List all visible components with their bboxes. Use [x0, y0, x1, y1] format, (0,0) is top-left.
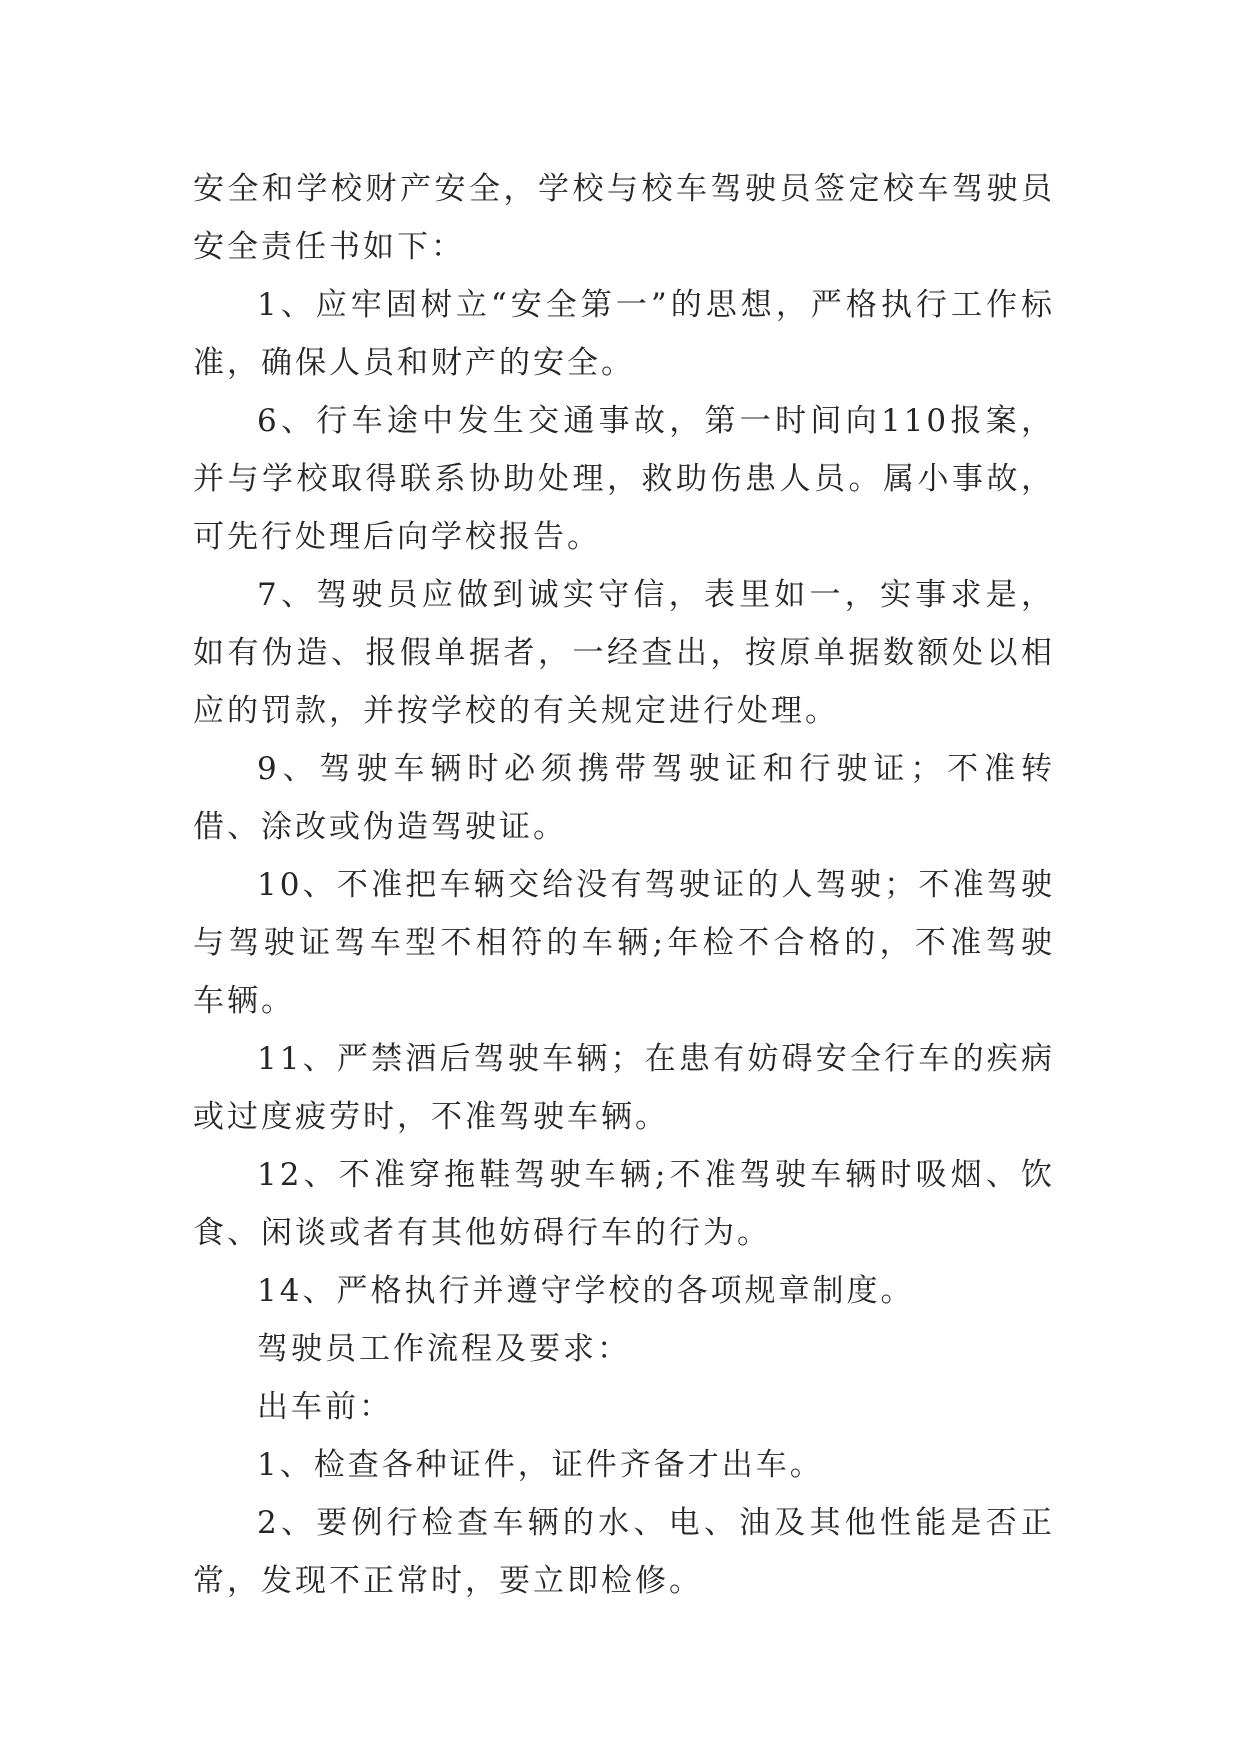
paragraph-rule-14: 14、严格执行并遵守学校的各项规章制度。 [257, 1273, 915, 1309]
paragraph-rule-7: 7、驾驶员应做到诚实守信，表里如一，实事求是，如有伪造、报假单据者，一经查出，按原单据数额处以相应的罚款，并按学校的有关规定进行处理。 [193, 577, 1055, 729]
paragraph-rule-1: 1、应牢固树立“安全第一”的思想，严格执行工作标准，确保人员和财产的安全。 [193, 287, 1055, 381]
document-body [193, 160, 1055, 1610]
paragraph-rule-11: 11、严禁酒后驾驶车辆；在患有妨碍安全行车的疾病或过度疲劳时，不准驾驶车辆。 [193, 1041, 1055, 1135]
paragraph-step-2: 2、要例行检查车辆的水、电、油及其他性能是否正常，发现不正常时，要立即检修。 [193, 1505, 1055, 1599]
paragraph-rule-12: 12、不准穿拖鞋驾驶车辆;不准驾驶车辆时吸烟、饮食、闲谈或者有其他妨碍行车的行为。 [193, 1157, 1055, 1251]
paragraph-rule-10: 10、不准把车辆交给没有驾驶证的人驾驶；不准驾驶与驾驶证驾车型不相符的车辆;年检不合格的，不准驾驶车辆。 [193, 867, 1055, 1019]
paragraph-intro: 安全和学校财产安全，学校与校车驾驶员签定校车驾驶员安全责任书如下： [193, 171, 1055, 265]
paragraph-step-1: 1、检查各种证件，证件齐备才出车。 [257, 1447, 824, 1483]
paragraph-rule-9: 9、驾驶车辆时必须携带驾驶证和行驶证；不准转借、涂改或伪造驾驶证。 [193, 751, 1055, 845]
section-heading-workflow: 驾驶员工作流程及要求： [257, 1331, 631, 1367]
paragraph-rule-6: 6、行车途中发生交通事故，第一时间向110报案，并与学校取得联系协助处理，救助伤患人员。属小事故，可先行处理后向学校报告。 [193, 403, 1055, 555]
section-heading-before-departure: 出车前： [257, 1389, 393, 1425]
